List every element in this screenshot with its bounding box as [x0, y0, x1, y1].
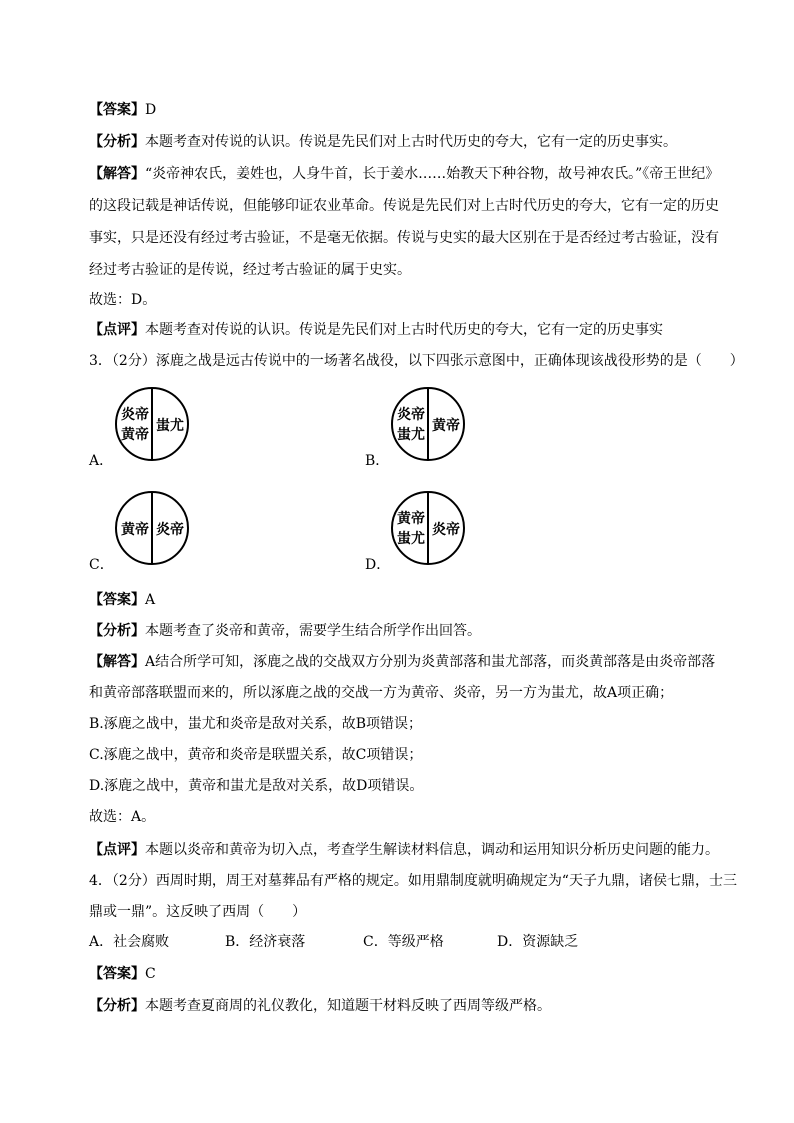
q2-solution-line-4: 经过考古验证的是传说，经过考古验证的属于史实。 [89, 262, 411, 278]
q3-b-left-1: 炎帝 [397, 407, 425, 423]
q2-comment-line [89, 320, 663, 340]
q3-comment: 本题以炎帝和黄帝为切入点，考查学生解读材料信息，调动和运用知识分析历史问题的能力。 [145, 842, 719, 858]
q4-choice-d: D．资源缺乏 [497, 934, 579, 950]
q4-choice-a: A．社会腐败 [89, 934, 170, 950]
q3-a-left-2: 黄帝 [121, 427, 149, 443]
q3-d-left-1: 黄帝 [397, 511, 425, 527]
analysis-tag: 【分析】 [89, 623, 145, 639]
q3-a-left-1: 炎帝 [121, 407, 149, 423]
q3-answer: A [145, 592, 156, 608]
q2-solution-text: “炎帝神农氏，姜姓也，人身牛首，长于姜水……始教天下种谷物，故号神农氏。”《帝王世纪》 [145, 166, 720, 182]
q2-solution-line-3: 事实，只是还没有经过考古验证，不是毫无依据。传说与史实的最大区别在于是否经过考古验证，没有 [89, 230, 719, 246]
q3-a-right-1: 蚩尤 [156, 418, 184, 434]
q3-option-b-diagram [390, 386, 466, 462]
answer-tag: 【答案】 [89, 592, 145, 608]
q2-solution-line-2: 的这段记载是神话传说，但能够印证农业革命。传说是先民们对上古时代历史的夸大，它有一定的历史 [89, 198, 719, 214]
answer-tag: 【答案】 [89, 102, 145, 118]
q3-solution-line-1 [89, 652, 715, 672]
q4-stem-line-1: 4．（2分）西周时期，周王对墓葬品有严格的规定。如用鼎制度就明确规定为“天子九鼎，诸侯七鼎，士三 [89, 873, 737, 889]
q4-analysis-line [89, 996, 551, 1016]
q3-choose: 故选：A。 [89, 809, 156, 825]
q2-analysis: 本题考查对传说的认识。传说是先民们对上古时代历史的夸大，它有一定的历史事实。 [145, 134, 677, 150]
q3-answer-line [89, 590, 155, 610]
q4-choice-b: B．经济衰落 [225, 934, 306, 950]
q3-analysis-line [89, 621, 481, 641]
comment-tag: 【点评】 [89, 322, 145, 338]
analysis-tag: 【分析】 [89, 998, 145, 1014]
solution-tag: 【解答】 [89, 654, 145, 670]
q4-choice-c: C．等级严格 [363, 934, 444, 950]
answer-tag: 【答案】 [89, 966, 145, 982]
q3-c-left-1: 黄帝 [121, 522, 149, 538]
q3-option-a-diagram [114, 386, 190, 462]
q3-solution-text: A结合所学可知，涿鹿之战的交战双方分别为炎黄部落和蚩尤部落，而炎黄部落是由炎帝部落 [145, 654, 716, 670]
q3-analysis: 本题考查了炎帝和黄帝，需要学生结合所学作出回答。 [145, 623, 481, 639]
q4-answer: C [145, 966, 156, 982]
q3-d-right-1: 炎帝 [432, 522, 460, 538]
q3-solution-line-4: C.涿鹿之战中，黄帝和炎帝是联盟关系，故C项错误； [89, 747, 423, 763]
q4-answer-line [89, 964, 156, 984]
solution-tag: 【解答】 [89, 166, 145, 182]
q3-stem: 3．（2分）涿鹿之战是远古传说中的一场著名战役，以下四张示意图中，正确体现该战役形势的是（ ） [89, 353, 744, 369]
q2-answer-line [89, 100, 156, 120]
q3-b-left-2: 蚩尤 [397, 427, 425, 443]
q3-solution-line-2: 和黄帝部落联盟而来的，所以涿鹿之战的交战一方为黄帝、炎帝，另一方为蚩尤，故A项正确； [89, 685, 674, 701]
q3-solution-line-3: B.涿鹿之战中，蚩尤和炎帝是敌对关系，故B项错误； [89, 716, 423, 732]
q3-d-left-2: 蚩尤 [397, 531, 425, 547]
q3-solution-line-5: D.涿鹿之战中，黄帝和蚩尤是敌对关系，故D项错误。 [89, 778, 424, 794]
q3-option-d-diagram [390, 490, 466, 566]
q2-answer: D [145, 102, 157, 118]
q2-choose: 故选：D。 [89, 292, 157, 308]
q3-option-a-letter: A． [89, 453, 114, 469]
q4-stem-line-2: 鼎或一鼎”。这反映了西周（ ） [89, 904, 307, 920]
analysis-tag: 【分析】 [89, 134, 145, 150]
q2-comment: 本题考查对传说的认识。传说是先民们对上古时代历史的夸大，它有一定的历史事实 [145, 322, 663, 338]
q2-analysis-line [89, 132, 677, 152]
q3-b-right-1: 黄帝 [432, 418, 460, 434]
q3-c-right-1: 炎帝 [156, 522, 184, 538]
q4-analysis: 本题考查夏商周的礼仪教化，知道题干材料反映了西周等级严格。 [145, 998, 551, 1014]
comment-tag: 【点评】 [89, 842, 145, 858]
q3-option-c-letter: C． [89, 557, 114, 573]
q3-option-c-diagram [114, 490, 190, 566]
q3-option-b-letter: B． [365, 453, 390, 469]
q3-comment-line [89, 840, 719, 860]
q3-option-d-letter: D． [365, 557, 391, 573]
q2-solution-line-1 [89, 164, 719, 184]
